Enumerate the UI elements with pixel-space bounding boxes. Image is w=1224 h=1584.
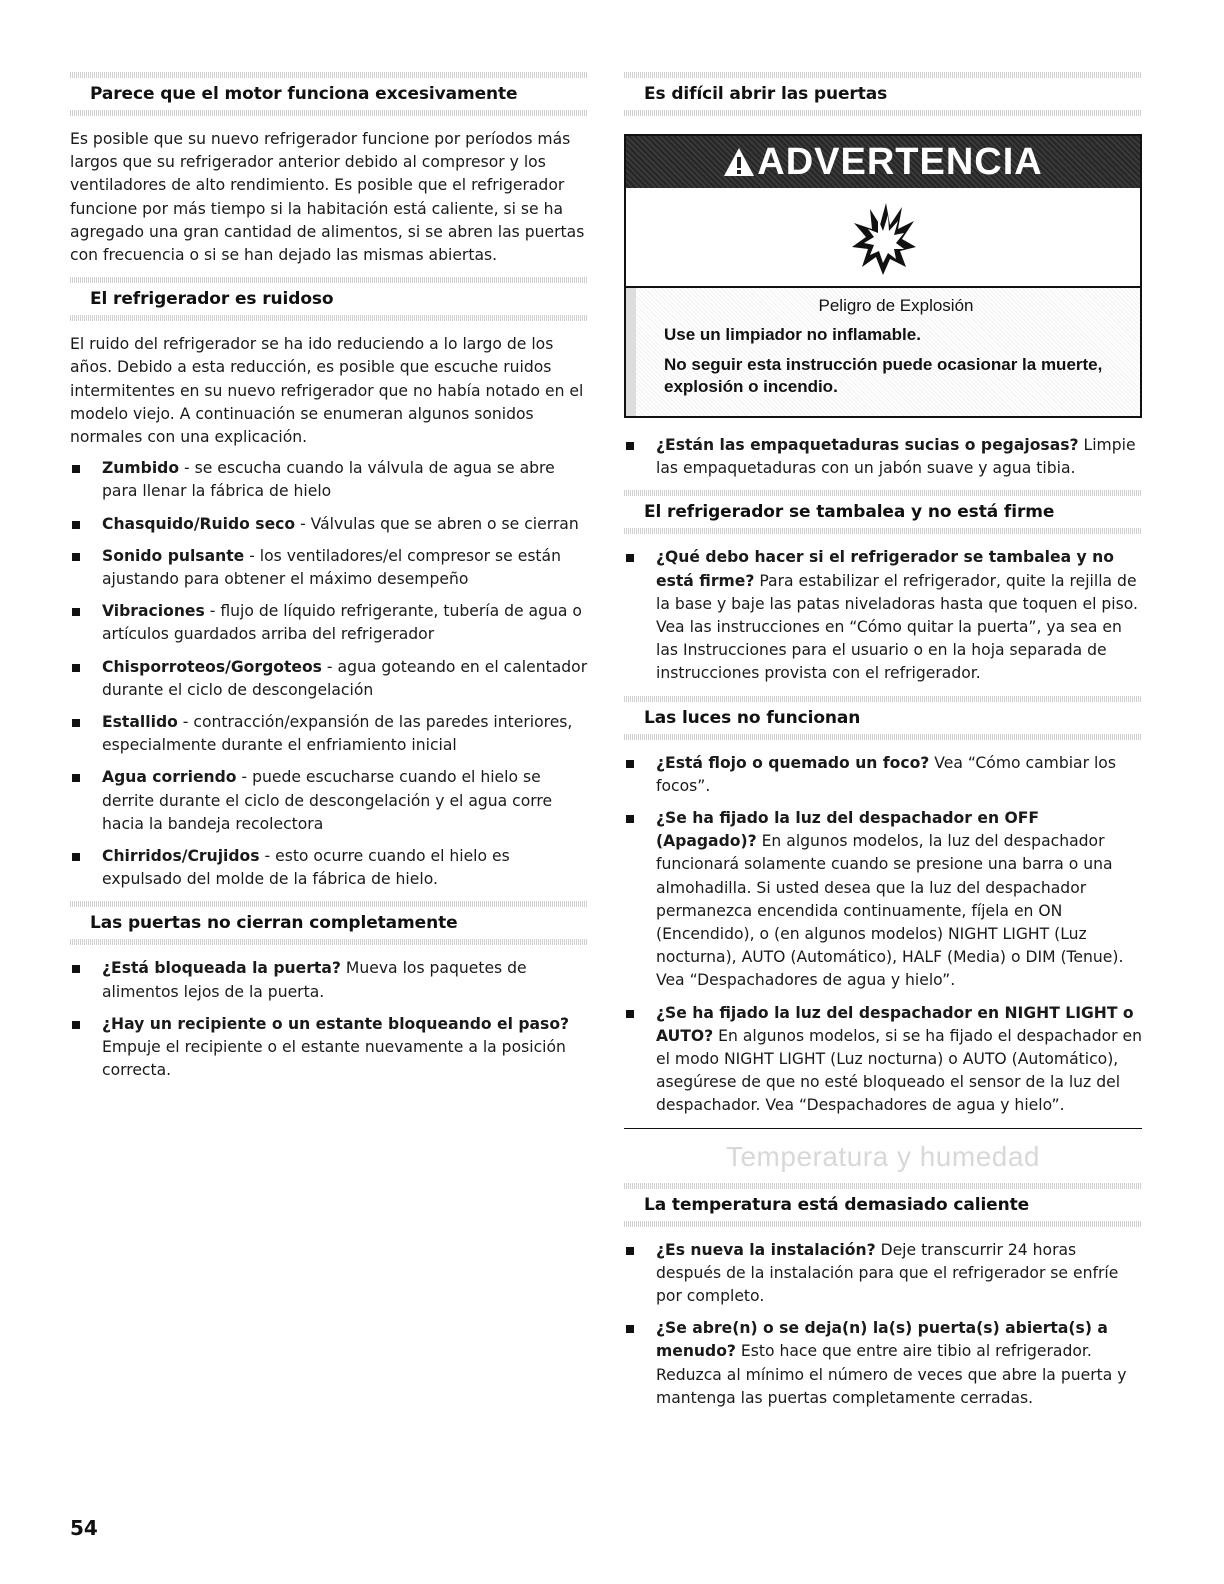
- list-item: [70, 513, 588, 536]
- item-term: ¿Se ha fijado la luz del despachador en NIGHT LIGHT o AUTO?: [656, 1003, 1134, 1045]
- list-item: [70, 600, 588, 646]
- topic-title: Temperatura y humedad: [725, 1140, 1040, 1172]
- bullet-icon: [626, 442, 634, 450]
- section-body: El ruido del refrigerador se ha ido reduciendo a lo largo de los años. Debido a esta reducción, es posible que escuche ruidos intermitentes en su nuevo refrigerador que no había notado en el modelo viejo. A continuación se enumeran algunos sonidos normales con una explicación.: [70, 335, 584, 447]
- section-rule: [624, 110, 1142, 116]
- section-temperatura: [624, 1183, 1142, 1410]
- item-term: Vibraciones: [102, 602, 205, 621]
- section-rule: [624, 1221, 1142, 1227]
- list-item: [70, 457, 588, 503]
- item-text: - Válvulas que se abren o se cierran: [295, 514, 579, 533]
- warning-body: [626, 288, 1140, 416]
- item-text: - esto ocurre cuando el hielo es expulsado del molde de la fábrica de hielo.: [102, 847, 510, 889]
- temperature-list: [624, 1239, 1142, 1410]
- item-text: - los ventiladores/el compresor se están ajustando para obtener el máximo desempeño: [102, 546, 561, 589]
- explosion-graphic: [626, 188, 1140, 288]
- bullet-icon: [72, 465, 80, 473]
- bullet-icon: [72, 608, 80, 616]
- list-item: [70, 845, 588, 891]
- section-body: Es posible que su nuevo refrigerador funcione por períodos más largos que su refrigerador anterior debido al compresor y los ventiladores de alto rendimiento. Es posible que el refrigerador funcione por más tiempo si la habitación está caliente, si se ha agregado una gran cantidad de alimentos, si se abren las puertas con frecuencia o si se han dejado las mismas abiertas.: [70, 130, 585, 265]
- bullet-icon: [626, 815, 634, 823]
- bullet-icon: [72, 664, 80, 672]
- item-text: Empuje el recipiente o el estante nuevamente a la posición correcta.: [102, 1038, 566, 1080]
- left-column: [70, 72, 588, 1093]
- warning-line: No seguir esta instrucción puede ocasionar la muerte, explosión o incendio.: [664, 355, 1103, 396]
- section-dificil-abrir: [624, 72, 1142, 480]
- item-term: Chirridos/Crujidos: [102, 847, 260, 866]
- section-rule: [624, 528, 1142, 534]
- list-item: [624, 1002, 1142, 1118]
- list-item: [70, 1013, 588, 1083]
- warning-triangle-icon: [723, 146, 755, 178]
- list-item: [624, 1239, 1142, 1309]
- list-item: [70, 957, 588, 1003]
- list-item: [624, 546, 1142, 685]
- section-heading: Las puertas no cierran completamente: [90, 913, 458, 934]
- warning-banner-text: ADVERTENCIA: [757, 140, 1043, 183]
- page-number: 54: [70, 1516, 98, 1540]
- item-term: Sonido pulsante: [102, 546, 245, 565]
- item-text: En algunos modelos, si se ha fijado el despachador en el modo NIGHT LIGHT (Luz nocturna) o AUTO (Automático), asegúrese de que no esté bloqueado el sensor de la luz del despachador. Vea “Despachadores de agua y hielo”.: [656, 1026, 1143, 1115]
- bullet-icon: [626, 1247, 634, 1255]
- bullet-icon: [72, 1021, 80, 1029]
- bullet-icon: [72, 719, 80, 727]
- warning-title: Peligro de Explosión: [818, 296, 974, 315]
- item-text: - agua goteando en el calentador durante el ciclo de descongelación: [102, 657, 588, 699]
- warning-box: [624, 134, 1142, 418]
- right-column: [624, 72, 1142, 1420]
- item-text: Para estabilizar el refrigerador, quite la rejilla de la base y baje las patas niveladoras hasta que toquen el piso. Vea las instrucciones en “Cómo quitar la puerta”, ya sea en las Instrucciones para el usuario o en la hoja separada de instrucciones provista con el refrigerador.: [656, 571, 1138, 683]
- item-text: Limpie las empaquetaduras con un jabón suave y agua tibia.: [656, 436, 1136, 478]
- list-item: [624, 807, 1142, 993]
- gasket-list: [624, 434, 1142, 480]
- item-text: - se escucha cuando la válvula de agua se abre para llenar la fábrica de hielo: [102, 459, 555, 501]
- item-term: Estallido: [102, 713, 178, 732]
- section-heading: El refrigerador es ruidoso: [90, 289, 334, 310]
- item-term: ¿Está flojo o quemado un foco?: [656, 753, 930, 772]
- warning-line: Use un limpiador no inflamable.: [664, 325, 921, 344]
- list-item: [624, 434, 1142, 480]
- list-item: [70, 711, 588, 757]
- section-motor: [70, 72, 588, 267]
- section-rule: [70, 110, 588, 116]
- item-text: En algunos modelos, la luz del despachador funcionará solamente cuando se presione una barra o una almohadilla. Si usted desea que la luz del despachador permanezca encendida continuamente, fíjela en ON (Encendido), o (en algunos modelos) NIGHT LIGHT (Luz nocturna), AUTO (Automático), HALF (Media) o DIM (Tenue). Vea “Despachadores de agua y hielo”.: [656, 832, 1124, 990]
- bullet-icon: [72, 853, 80, 861]
- item-term: Zumbido: [102, 459, 180, 478]
- item-term: ¿Se abre(n) o se deja(n) la(s) puerta(s) abierta(s) a menudo?: [656, 1319, 1108, 1361]
- wobble-list: [624, 546, 1142, 685]
- section-tambalea: [624, 490, 1142, 685]
- list-item: [70, 656, 588, 702]
- section-heading: Parece que el motor funciona excesivamente: [90, 84, 518, 104]
- bullet-icon: [72, 553, 80, 561]
- lights-list: [624, 752, 1142, 1118]
- bullet-icon: [626, 554, 634, 562]
- item-term: Chisporroteos/Gorgoteos: [102, 657, 322, 676]
- bullet-icon: [72, 965, 80, 973]
- list-item: [624, 1317, 1142, 1410]
- bullet-icon: [626, 1325, 634, 1333]
- bullet-icon: [72, 521, 80, 529]
- item-term: Agua corriendo: [102, 768, 237, 787]
- list-item: [70, 545, 588, 591]
- warning-banner: [626, 136, 1140, 188]
- item-term: ¿Qué debo hacer si el refrigerador se tambalea y no está firme?: [656, 548, 1114, 590]
- bullet-icon: [72, 774, 80, 782]
- item-text: Deje transcurrir 24 horas después de la instalación para que el refrigerador se enfríe por completo.: [656, 1240, 1119, 1306]
- item-term: ¿Están las empaquetaduras sucias o pegajosas?: [656, 436, 1079, 454]
- section-heading: Las luces no funcionan: [644, 707, 861, 728]
- section-luces: [624, 696, 1142, 1118]
- item-text: Mueva los paquetes de alimentos lejos de la puerta.: [102, 959, 527, 1001]
- item-text: - flujo de líquido refrigerante, tubería de agua o artículos guardados arriba del refrigerador: [102, 602, 582, 644]
- item-term: ¿Se ha fijado la luz del despachador en OFF (Apagado)?: [656, 809, 1040, 851]
- sound-list: [70, 457, 588, 891]
- item-term: ¿Hay un recipiente o un estante bloqueando el paso?: [102, 1014, 570, 1033]
- section-rule: [624, 734, 1142, 740]
- item-text: - puede escucharse cuando el hielo se derrite durante el ciclo de descongelación y el agua corre hacia la bandeja recolectora: [102, 768, 553, 833]
- item-text: Vea “Cómo cambiar los focos”.: [656, 753, 1116, 795]
- section-puertas-no-cierran: [70, 901, 588, 1082]
- list-item: [70, 766, 588, 836]
- door-list: [70, 957, 588, 1082]
- section-heading: El refrigerador se tambalea y no está firme: [644, 502, 1055, 523]
- bullet-icon: [626, 1010, 634, 1018]
- section-ruidoso: [70, 277, 588, 891]
- item-text: - contracción/expansión de las paredes interiores, especialmente durante el enfriamiento inicial: [102, 713, 573, 755]
- section-heading: La temperatura está demasiado caliente: [644, 1194, 1030, 1215]
- list-item: [624, 752, 1142, 798]
- item-term: Chasquido/Ruido seco: [102, 514, 296, 533]
- section-rule: [70, 939, 588, 945]
- section-heading: Es difícil abrir las puertas: [644, 84, 888, 104]
- bullet-icon: [626, 760, 634, 768]
- explosion-icon: [848, 197, 918, 277]
- item-term: ¿Es nueva la instalación?: [656, 1240, 876, 1259]
- item-term: ¿Está bloqueada la puerta?: [102, 959, 341, 978]
- item-text: Esto hace que entre aire tibio al refrigerador. Reduzca al mínimo el número de veces que abre la puerta y mantenga las puertas completamente cerradas.: [656, 1342, 1127, 1407]
- section-rule: [70, 315, 588, 321]
